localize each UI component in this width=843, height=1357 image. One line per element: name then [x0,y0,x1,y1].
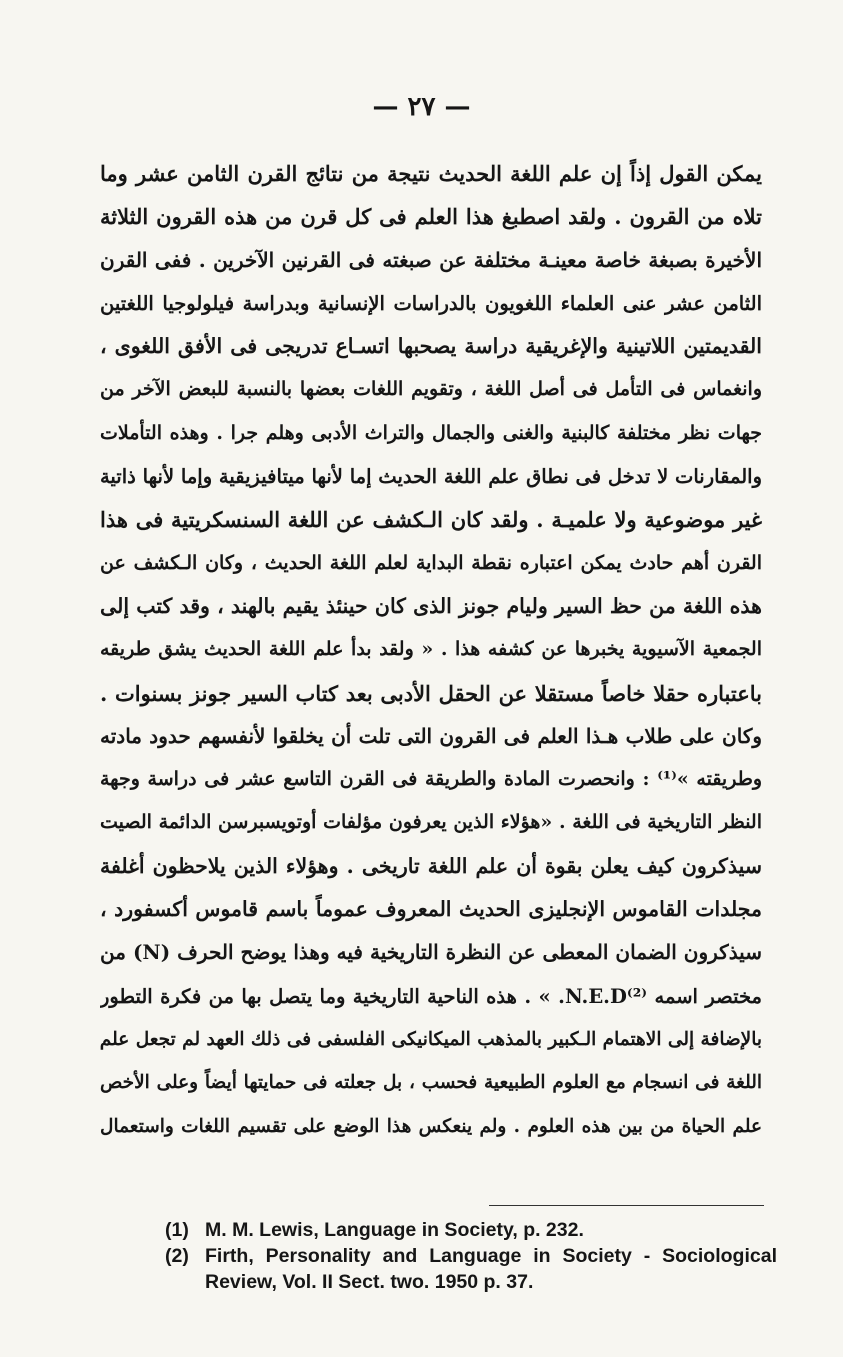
text-line: يمكن القول إذاً إن علم اللغة الحديث نتيجة من نتائج القرن الثامن عشر وما [100,161,762,186]
text-line: مجلدات القاموس الإنجليزى الحديث المعروف عموماً باسم قاموس أكسفورد ، [100,897,762,922]
text-line: غير موضوعية ولا علميـة . ولقد كان الـكشف عن اللغة السنسكريتية فى هذا [100,507,762,533]
footnote [165,1243,777,1295]
text-line: الثامن عشر عنى العلماء اللغويون بالدراسات الإنسانية وبدراسة فيلولوجيا اللغتين [100,291,762,315]
footnote-number: (2) [165,1245,189,1267]
footnote-number: (1) [165,1219,189,1241]
text-line: وطريقته »⁽¹⁾ : وانحصرت المادة والطريقة فى القرن التاسع عشر فى دراسة وجهة [100,768,762,791]
text-line: القرن أهم حادث يمكن اعتباره نقطة البداية لعلم اللغة الحديث ، وكان الـكشف عن [100,551,762,574]
text-line: الأخيرة بصبغة خاصة معينـة مختلفة عن صبغته فى القرنين الآخرين . ففى القرن [100,247,762,272]
text-line: سيذكرون الضمان المعطى عن النظرة التاريخية فيه وهذا يوضح الحرف (N) من [100,940,762,965]
footnote-divider [489,1205,764,1206]
text-line: بالإضافة إلى الاهتمام الـكبير بالمذهب الميكانيكى الفلسفى فى ذلك العهد لم تجعل علم [100,1028,762,1050]
text-line: جهات نظر مختلفة كالبنية والغنى والجمال والتراث الأدبى وهلم جرا . وهذه التأملات [100,421,762,444]
text-line: علم الحياة من بين هذه العلوم . ولم ينعكس هذا الوضع على تقسيم اللغات واستعمال [100,1115,762,1137]
footnote-text: M. M. Lewis, Language in Society, p. 232. [205,1219,584,1241]
text-line: وكان على طلاب هـذا العلم فى القرون التى تلت أن يخلقوا لأنفسهم حدود مادته [100,723,762,748]
page-number: — ٢٧ — [372,92,471,122]
text-line: القديمتين اللاتينية والإغريقية دراسة يصحبها اتسـاع تدريجى فى الأفق اللغوى ، [100,334,762,359]
text-line: اللغة فى انسجام مع العلوم الطبيعية فحسب ، بل جعلته فى حمايتها أيضاً وعلى الأخص [100,1072,762,1094]
footnote [165,1217,777,1243]
text-line: سيذكرون كيف يعلن بقوة أن علم اللغة تاريخى . وهؤلاء الذين يلاحظون أغلفة [100,853,762,878]
text-line: هذه اللغة من حظ السير وليام جونز الذى كان حينئذ يقيم بالهند ، وقد كتب إلى [100,593,762,618]
text-line: مختصر اسمه ⁽²⁾N.E.D. » . هذه الناحية التاريخية وما يتصل بها من فكرة التطور [100,984,762,1008]
text-line: وانغماس فى التأمل فى أصل اللغة ، وتقويم اللغات بعضها بالنسبة للبعض الآخر من [100,378,762,401]
text-line: باعتباره حقلا خاصاً مستقلا عن الحقل الأدبى بعد كتاب السير جونز بسنوات . [100,680,762,706]
text-line: النظر التاريخية فى اللغة . «هؤلاء الذين يعرفون مؤلفات أوتويسبرسن الدائمة الصيت [100,811,762,834]
footnotes [165,1217,777,1295]
text-line: الجمعية الآسيوية يخبرها عن كشفه هذا . « ولقد بدأ علم اللغة الحديث يشق طريقه [100,638,762,661]
text-line: والمقارنات لا تدخل فى نطاق علم اللغة الحديث إما لأنها ميتافيزيقية وإما لأنها ذاتية [100,465,762,489]
text-line: تلاه من القرون . ولقد اصطبغ هذا العلم فى كل قرن من هذه القرون الثلاثة [100,204,762,230]
footnote-text: Firth, Personality and Language in Society - Sociological Review, Vol. II Sect. two. 1950 p. 37. [205,1245,777,1293]
body-text [100,152,762,1148]
